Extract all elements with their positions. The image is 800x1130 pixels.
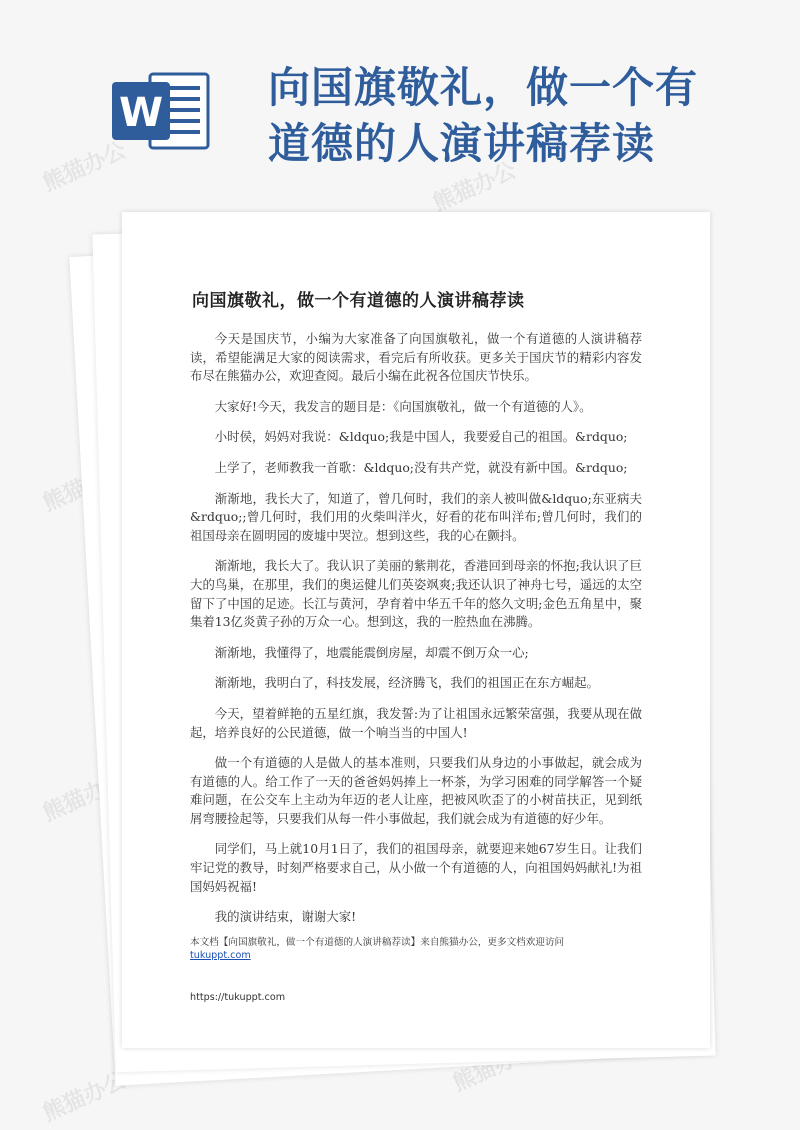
watermark: 熊猫办公: [449, 1038, 541, 1097]
paragraph: 渐渐地，我长大了，知道了，曾几何时，我们的亲人被叫做&ldquo;东亚病夫&rdquo;;曾几何时，我们用的火柴叫洋火，好看的花布叫洋布;曾几何时，我们的祖国母亲在圆明园的废墟中哭泣。想到这些，我的心在颤抖。: [190, 490, 642, 543]
paragraph: 我的演讲结束，谢谢大家!: [214, 909, 357, 925]
watermark: 熊猫办公: [39, 1068, 131, 1127]
watermark: 熊猫办公: [429, 158, 521, 217]
paragraph: 渐渐地，我长大了。我认识了美丽的紫荆花，香港回到母亲的怀抱;我认识了巨大的鸟巢，在那里，我们的奥运健儿们英姿飒爽;我还认识了神舟七号，遥远的太空留下了中国的足迹。长江与黄河，孕育着中华五千年的悠久文明;金色五角星中，聚集着13亿炎黄子孙的万众一心。想到这，我的一腔热血在沸腾。: [190, 558, 642, 630]
document-body: [190, 330, 642, 939]
source-note-text: 本文档【向国旗敬礼，做一个有道德的人演讲稿荐读】来自熊猫办公，更多文档欢迎访问: [190, 937, 565, 948]
document-page: [122, 212, 710, 1048]
source-note: [190, 936, 642, 962]
paragraph: 大家好!今天，我发言的题目是：《向国旗敬礼，做一个有道德的人》。: [214, 398, 592, 414]
logo-letter: W: [118, 90, 164, 136]
paragraph: 今天是国庆节，小编为大家准备了向国旗敬礼，做一个有道德的人演讲稿荐读，希望能满足大家的阅读需求，看完后有所收获。更多关于国庆节的精彩内容发布尽在熊猫办公，欢迎查阅。最后小编在此祝各位国庆节快乐。: [190, 331, 642, 384]
paragraph: 渐渐地，我明白了，科技发展，经济腾飞，我们的祖国正在东方崛起。: [214, 675, 599, 691]
paragraph: 小时侯，妈妈对我说：&ldquo;我是中国人，我要爱自己的祖国。&rdquo;: [214, 429, 628, 445]
footer-url: https://tukuppt.com: [190, 992, 286, 1003]
paragraph: 做一个有道德的人是做人的基本准则，只要我们从身边的小事做起，就会成为有道德的人。给工作了一天的爸爸妈妈捧上一杯茶，为学习困难的同学解答一个疑难问题，在公交车上主动为年迈的老人让座，把被风吹歪了的小树苗扶正，见到纸屑弯腰捡起等，只要我们从每一件小事做起，我们就会成为有道德的好少年。: [190, 755, 642, 826]
word-icon: [112, 68, 212, 154]
paragraph: 渐渐地，我懂得了，地震能震倒房屋，却震不倒万众一心;: [214, 644, 529, 660]
watermark: 熊猫办公: [39, 138, 131, 197]
paragraph: 上学了，老师教我一首歌：&ldquo;没有共产党，就没有新中国。&rdquo;: [214, 459, 628, 475]
document-title: 向国旗敬礼，做一个有道德的人演讲稿荐读: [192, 291, 525, 311]
source-link[interactable]: tukuppt.com: [190, 950, 251, 961]
watermark: 熊猫办公: [39, 768, 131, 827]
page-title: 向国旗敬礼，做一个有道德的人演讲稿荐读: [268, 63, 699, 168]
paragraph: 同学们，马上就10月1日了，我们的祖国母亲，就要迎来她67岁生日。让我们牢记党的教导，时刻严格要求自己，从小做一个有道德的人，向祖国妈妈献礼!为祖国妈妈祝福!: [190, 841, 642, 894]
paragraph: 今天，望着鲜艳的五星红旗，我发誓:为了让祖国永远繁荣富强，我要从现在做起，培养良好的公民道德，做一个响当当的中国人!: [190, 705, 642, 740]
